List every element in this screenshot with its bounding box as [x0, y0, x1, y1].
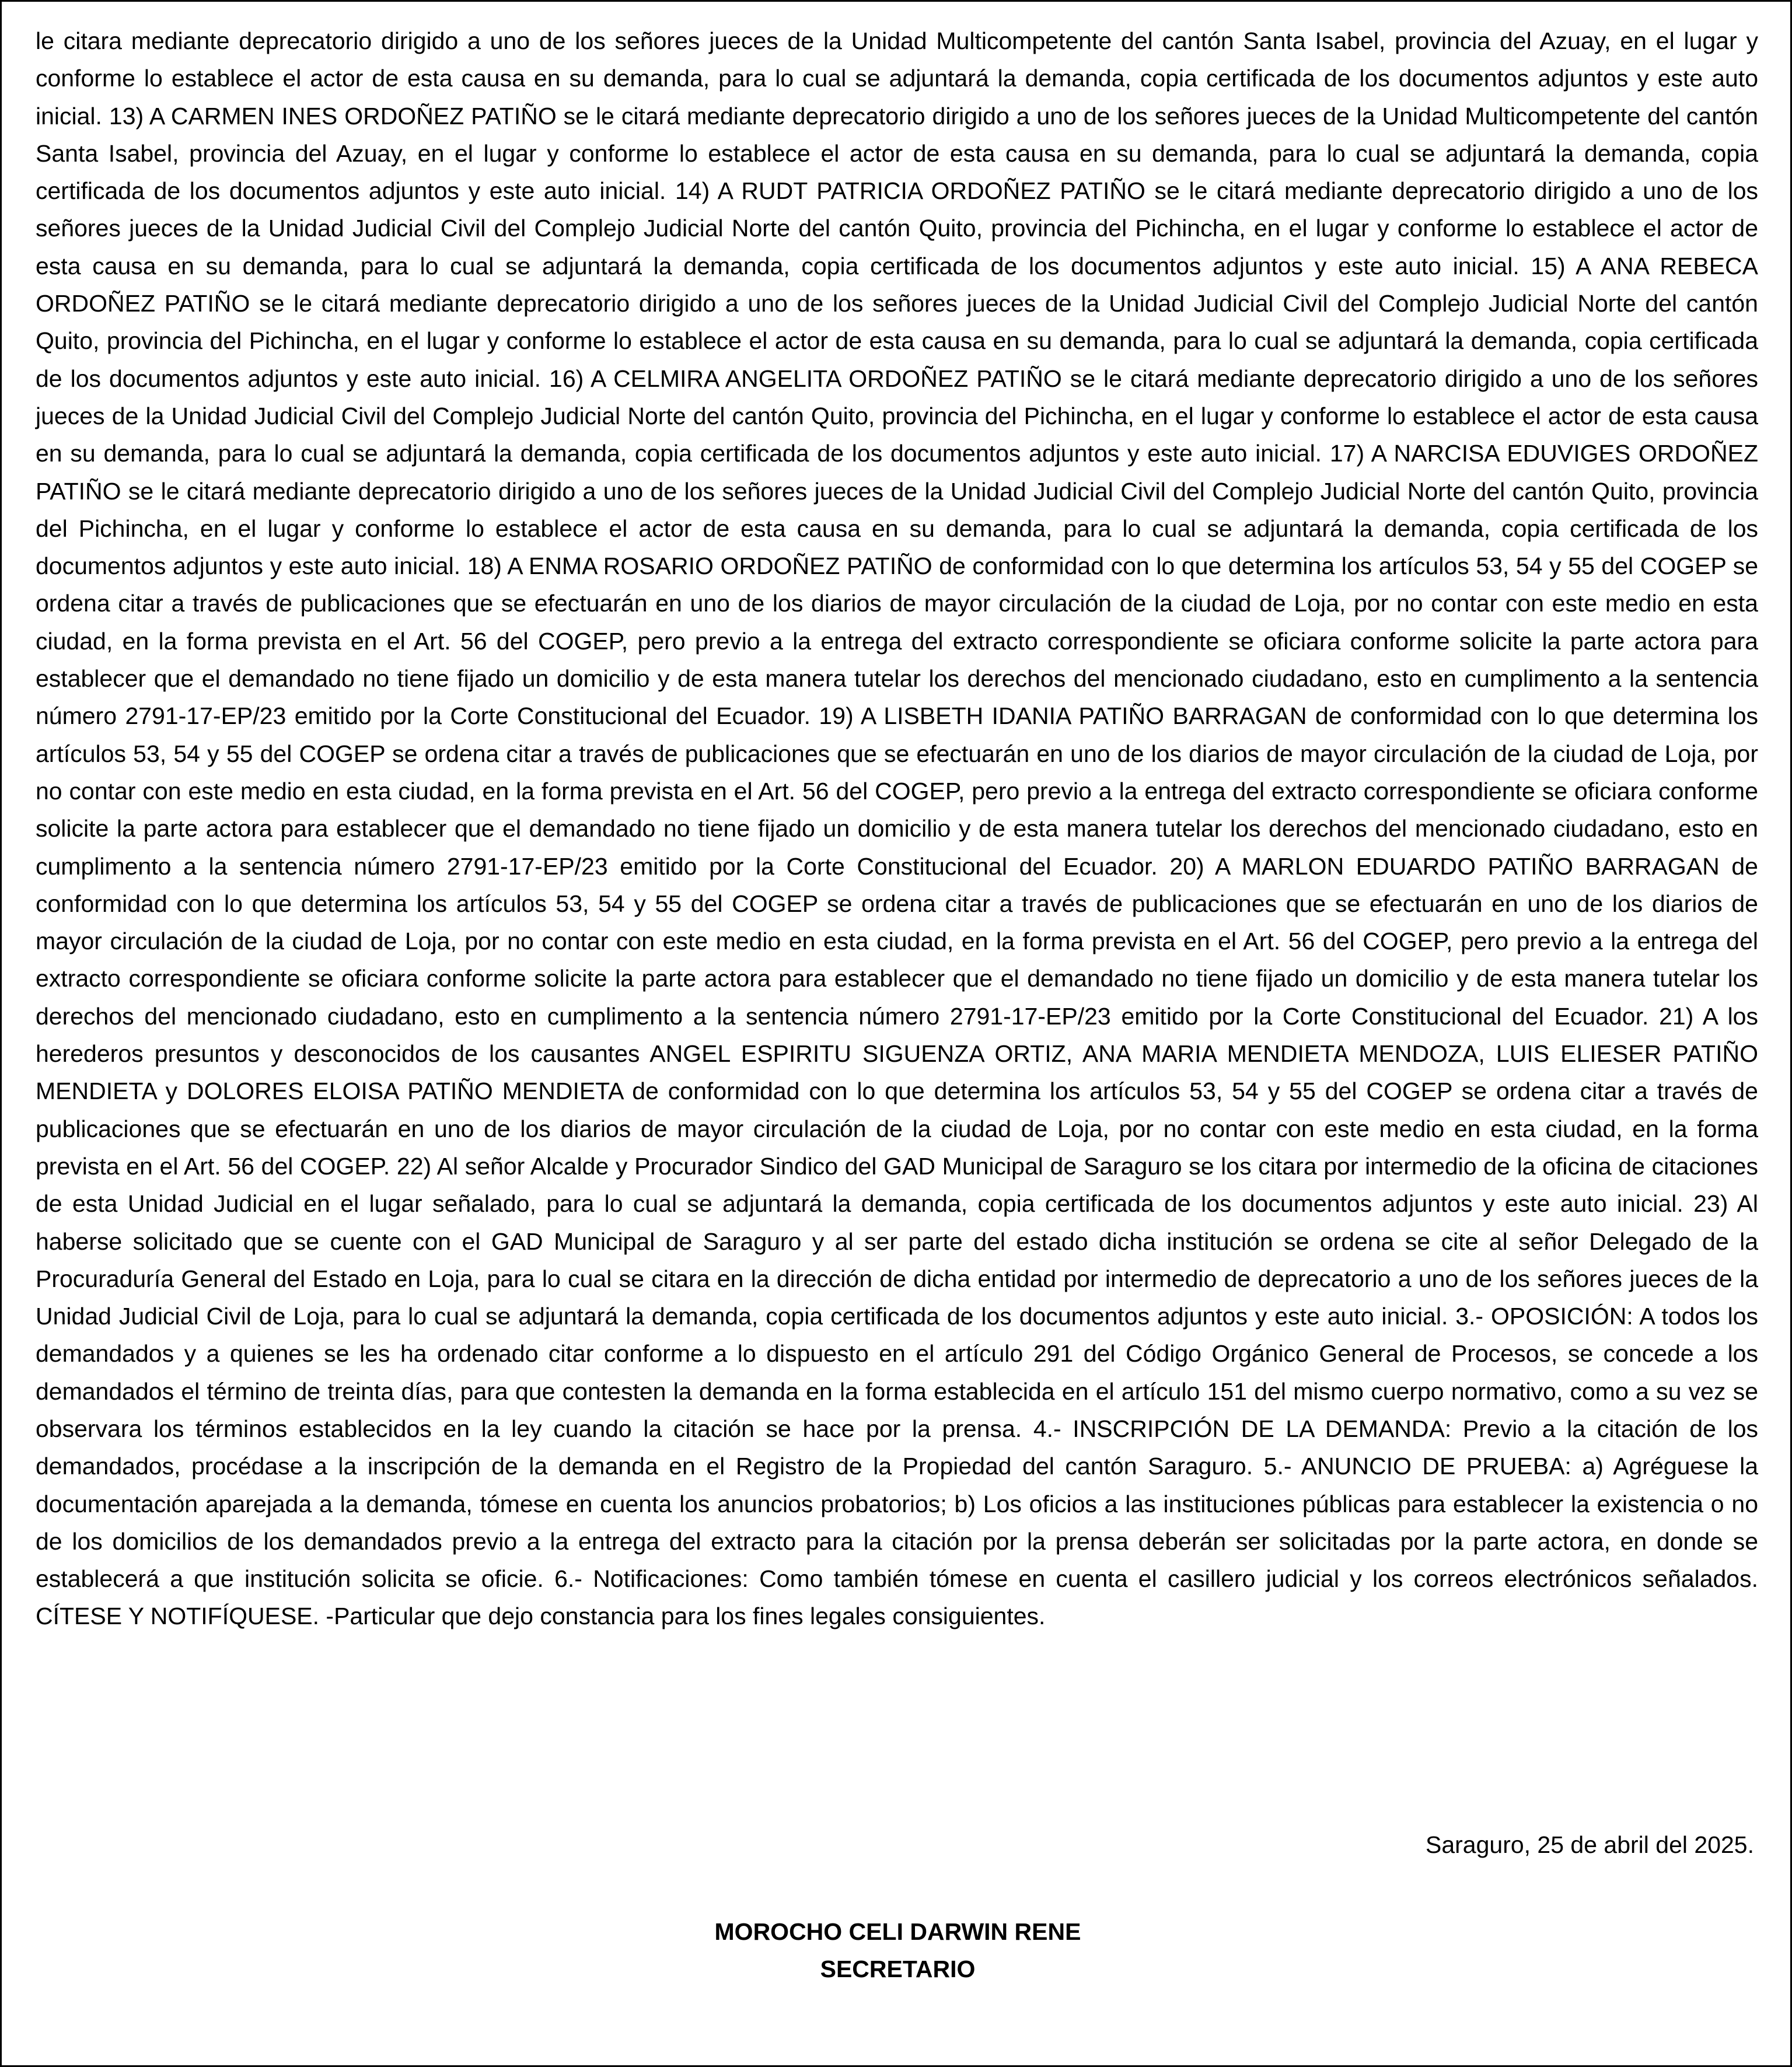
signer-title: SECRETARIO [820, 1956, 976, 1982]
document-body: le citara mediante deprecatorio dirigido a uno de los señores jueces de la Unidad Multicompetente del cantón Santa Isabel, provincia del Azuay, en el lugar y conforme lo establece el actor de esta causa en su demanda, para lo cual se adjuntará la demanda, copia certificada de los documentos adjuntos y este auto inicial. 13) A CARMEN INES ORDOÑEZ PATIÑO se le citará mediante deprecatorio dirigido a uno de los señores jueces de la Unidad Multicompetente del cantón Santa Isabel, provincia del Azuay, en el lugar y conforme lo establece el actor de esta causa en su demanda, para lo cual se adjuntará la demanda, copia certificada de los documentos adjuntos y este auto inicial. 14) A RUDT PATRICIA ORDOÑEZ PATIÑO se le citará mediante deprecatorio dirigido a uno de los señores jueces de la Unidad Judicial Civil del Complejo Judicial Norte del cantón Quito, provincia del Pichincha, en el lugar y conforme lo establece el actor de esta causa en su demanda, para lo cual se adjuntará la demanda, copia certificada de los documentos adjuntos y este auto inicial. 15) A ANA REBECA ORDOÑEZ PATIÑO se le citará mediante deprecatorio dirigido a uno de los señores jueces de la Unidad Judicial Civil del Complejo Judicial Norte del cantón Quito, provincia del Pichincha, en el lugar y conforme lo establece el actor de esta causa en su demanda, para lo cual se adjuntará la demanda, copia certificada de los documentos adjuntos y este auto inicial. 16) A CELMIRA ANGELITA ORDOÑEZ PATIÑO se le citará mediante deprecatorio dirigido a uno de los señores jueces de la Unidad Judicial Civil del Complejo Judicial Norte del cantón Quito, provincia del Pichincha, en el lugar y conforme lo establece el actor de esta causa en su demanda, para lo cual se adjuntará la demanda, copia certificada de los documentos adjuntos y este auto inicial. 17) A NARCISA EDUVIGES ORDOÑEZ PATIÑO se le citará mediante deprecatorio dirigido a uno de los señores jueces de la Unidad Judicial Civil del Complejo Judicial Norte del cantón Quito, provincia del Pichincha, en el lugar y conforme lo establece el actor de esta causa en su demanda, para lo cual se adjuntará la demanda, copia certificada de los documentos adjuntos y este auto inicial. 18) A ENMA ROSARIO ORDOÑEZ PATIÑO de conformidad con lo que determina los artículos 53, 54 y 55 del COGEP se ordena citar a través de publicaciones que se efectuarán en uno de los diarios de mayor circulación de la ciudad de Loja, por no contar con este medio en esta ciudad, en la forma prevista en el Art. 56 del COGEP, pero previo a la entrega del extracto correspondiente se oficiara conforme solicite la parte actora para establecer que el demandado no tiene fijado un domicilio y de esta manera tutelar los derechos del mencionado ciudadano, esto en cumplimento a la sentencia número 2791-17-EP/23 emitido por la Corte Constitucional del Ecuador. 19) A LISBETH IDANIA PATIÑO BARRAGAN de conformidad con lo que determina los artículos 53, 54 y 55 del COGEP se ordena citar a través de publicaciones que se efectuarán en uno de los diarios de mayor circulación de la ciudad de Loja, por no contar con este medio en esta ciudad, en la forma prevista en el Art. 56 del COGEP, pero previo a la entrega del extracto correspondiente se oficiara conforme solicite la parte actora para establecer que el demandado no tiene fijado un domicilio y de esta manera tutelar los derechos del mencionado ciudadano, esto en cumplimento a la sentencia número 2791-17-EP/23 emitido por la Corte Constitucional del Ecuador. 20) A MARLON EDUARDO PATIÑO BARRAGAN de conformidad con lo que determina los artículos 53, 54 y 55 del COGEP se ordena citar a través de publicaciones que se efectuarán en uno de los diarios de mayor circulación de la ciudad de Loja, por no contar con este medio en esta ciudad, en la forma prevista en el Art. 56 del COGEP, pero previo a la entrega del extracto correspondiente se oficiara conforme solicite la parte actora para establecer que el demandado no tiene fijado un domicilio y de esta manera tutelar los derechos del mencionado ciudadano, esto en cumplimento a la sentencia número 2791-17-EP/23 emitido por la Corte Constitucional del Ecuador. 21) A los herederos presuntos y desconocidos de los causantes ANGEL ESPIRITU SIGUENZA ORTIZ, ANA MARIA MENDIETA MENDOZA, LUIS ELIESER PATIÑO MENDIETA y DOLORES ELOISA PATIÑO MENDIETA de conformidad con lo que determina los artículos 53, 54 y 55 del COGEP se ordena citar a través de publicaciones que se efectuarán en uno de los diarios de mayor circulación de la ciudad de Loja, por no contar con este medio en esta ciudad, en la forma prevista en el Art. 56 del COGEP. 22) Al señor Alcalde y Procurador Sindico del GAD Municipal de Saraguro se los citara por intermedio de la oficina de citaciones de esta Unidad Judicial en el lugar señalado, para lo cual se adjuntará la demanda, copia certificada de los documentos adjuntos y este auto inicial. 23) Al haberse solicitado que se cuente con el GAD Municipal de Saraguro y al ser parte del estado dicha institución se ordena se cite al señor Delegado de la Procuraduría General del Estado en Loja, para lo cual se citara en la dirección de dicha entidad por intermedio de deprecatorio a uno de los señores jueces de la Unidad Judicial Civil de Loja, para lo cual se adjuntará la demanda, copia certificada de los documentos adjuntos y este auto inicial. 3.- OPOSICIÓN: A todos los demandados y a quienes se les ha ordenado citar conforme a lo dispuesto en el artículo 291 del Código Orgánico General de Procesos, se concede a los demandados el término de treinta días, para que contesten la demanda en la forma establecida en el artículo 151 del mismo cuerpo normativo, como a su vez se observara los términos establecidos en la ley cuando la citación se hace por la prensa. 4.- INSCRIPCIÓN DE LA DEMANDA: Previo a la citación de los demandados, procédase a la inscripción de la demanda en el Registro de la Propiedad del cantón Saraguro. 5.- ANUNCIO DE PRUEBA: a) Agréguese la documentación aparejada a la demanda, tómese en cuenta los anuncios probatorios; b) Los oficios a las instituciones públicas para establecer la existencia o no de los domicilios de los demandados previo a la entrega del extracto para la citación por la prensa deberán ser solicitadas por la parte actora, en donde se establecerá a que institución solicita se oficie. 6.- Notificaciones: Como también tómese en cuenta el casillero judicial y los correos electrónicos señalados. CÍTESE Y NOTIFÍQUESE. -Particular que dejo constancia para los fines legales consiguientes. [36, 27, 1758, 1630]
signature-block [2, 1913, 1792, 1988]
signer-name: MOROCHO CELI DARWIN RENE [714, 1918, 1081, 1945]
date-line: Saraguro, 25 de abril del 2025. [1425, 1831, 1754, 1858]
